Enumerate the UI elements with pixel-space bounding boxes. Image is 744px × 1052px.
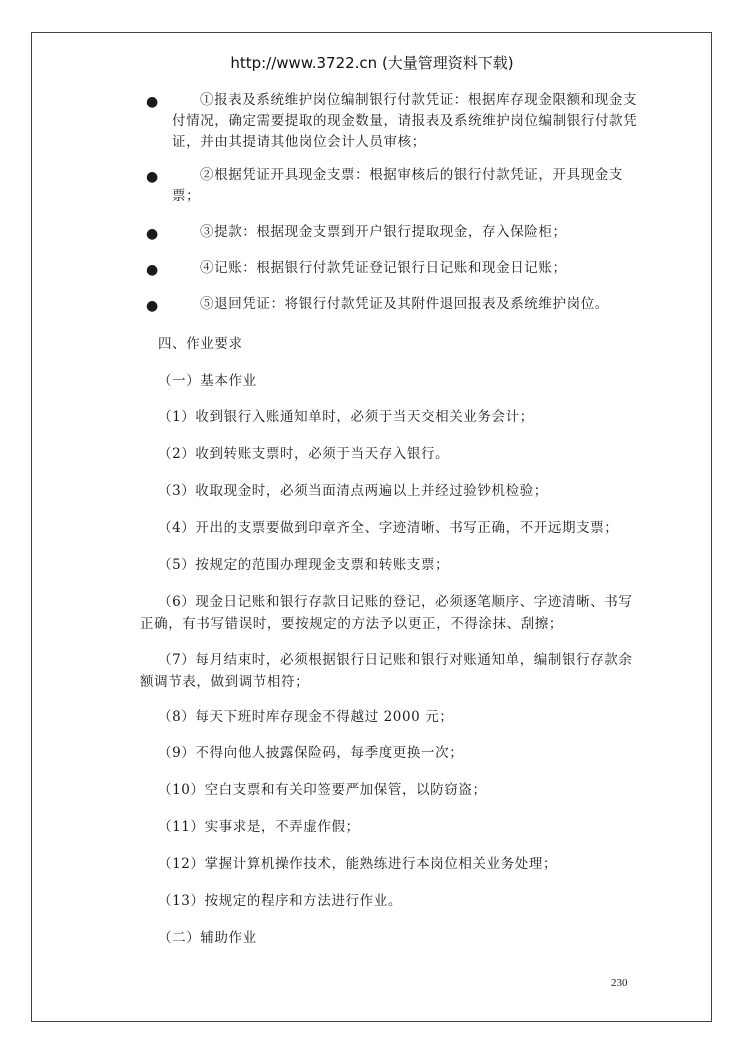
- bullet-item: ④记账：根据银行付款凭证登记银行日记账和现金日记账；: [200, 260, 567, 276]
- bullet-item: ①报表及系统维护岗位编制银行付款凭证：根据库存现金限额和现金支付情况，确定需要提取的现金数量，请报表及系统维护岗位编制银行付款凭证，并由其提请其他岗位会计人员审核；: [172, 92, 638, 150]
- requirement-item: （4）开出的支票要做到印章齐全、字迹清晰、书写正确，不开远期支票；: [158, 520, 619, 536]
- requirement-item: （7）每月结束时，必须根据银行日记账和银行对账通知单，编制银行存款余额调节表，做到调节相符；: [140, 652, 633, 690]
- bullet-dot-icon: [146, 264, 158, 276]
- subsection-title-aux: （二）辅助作业: [158, 930, 257, 946]
- bullet-item: ⑤退回凭证：将银行付款凭证及其附件退回报表及系统维护岗位。: [200, 296, 609, 312]
- bullet-dot-icon: [146, 228, 158, 240]
- bullet-dot-icon: [146, 171, 158, 183]
- requirement-item: （5）按规定的范围办理现金支票和转账支票；: [158, 557, 450, 573]
- requirement-item: （3）收取现金时，必须当面清点两遍以上并经过验钞机检验；: [158, 483, 548, 499]
- requirement-item: （1）收到银行入账通知单时，必须于当天交相关业务会计；: [158, 409, 534, 425]
- bullet-item: ③提款：根据现金支票到开户银行提取现金，存入保险柜；: [200, 224, 567, 240]
- requirement-item: （13）按规定的程序和方法进行作业。: [158, 893, 402, 909]
- requirement-item: （2）收到转账支票时，必须于当天存入银行。: [158, 446, 450, 462]
- page-number: 230: [611, 977, 628, 989]
- bullet-dot-icon: [146, 96, 158, 108]
- page-header-url: http://www.3722.cn (大量管理资料下载): [230, 54, 514, 72]
- subsection-title-basic: （一）基本作业: [158, 373, 257, 389]
- requirement-item: （11）实事求是，不弄虚作假；: [158, 819, 360, 835]
- bullet-dot-icon: [146, 300, 158, 312]
- requirement-item: （8）每天下班时库存现金不得越过 2000 元；: [158, 709, 454, 725]
- bullet-item: ②根据凭证开具现金支票：根据审核后的银行付款凭证，开具现金支票；: [172, 167, 623, 204]
- section-title: 四、作业要求: [158, 336, 243, 352]
- requirement-item: （9）不得向他人披露保险码，每季度更换一次；: [158, 745, 464, 761]
- requirement-item: （10）空白支票和有关印签要严加保管，以防窃盗；: [158, 782, 487, 798]
- requirement-item: （6）现金日记账和银行存款日记账的登记，必须逐笔顺序、字迹清晰、书写正确，有书写错误时，要按规定的方法予以更正，不得涂抹、刮擦；: [140, 594, 633, 632]
- requirement-item: （12）掌握计算机操作技术，能熟练进行本岗位相关业务处理；: [158, 856, 558, 872]
